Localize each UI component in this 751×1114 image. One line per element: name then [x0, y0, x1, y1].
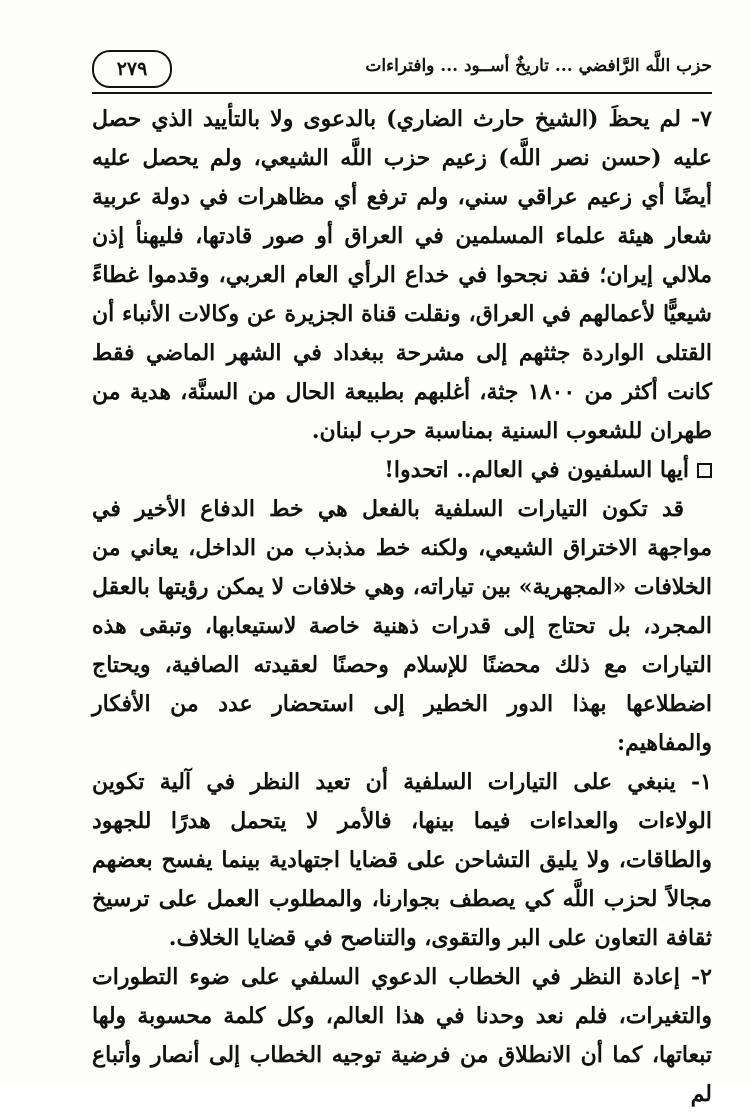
paragraph-point-2: ٢- إعادة النظر في الخطاب الدعوي السلفي على ضوء التطورات والتغيرات، فلم نعد وحدنا في هذا العالم، وكل كلمة محسوبة ولها تبعاتها، كما أن الانطلاق من فرضية توجيه الخطاب إلى أنصار وأتباع لم	[92, 964, 712, 1107]
page-number: ٢٧٩	[92, 50, 172, 88]
page-body	[92, 100, 712, 1114]
section-heading-text: أيها السلفيون في العالم.. اتحدوا!	[384, 457, 689, 483]
running-header	[92, 48, 712, 92]
paragraph-intro: قد تكون التيارات السلفية بالفعل هي خط الدفاع الأخير في مواجهة الاختراق الشيعي، ولكنه خط مذبذب من الداخل، يعاني من الخلافات «المجهرية» بين تياراته، وهي خلافات لا يمكن رؤيتها بالعقل المجرد، بل تحتاج إلى قدرات ذهنية خاصة لاستيعابها، وتبقى هذه التيارات مع ذلك محضنًا للإسلام وحصنًا لعقيدته الصافية، ويحتاج اضطلاعها بهذا الدور الخطير إلى استحضار عدد من الأفكار والمفاهيم:	[92, 496, 712, 756]
paragraph-point-1: ١- ينبغي على التيارات السلفية أن تعيد النظر في آلية تكوين الولاءات والعداءات فيما بينها، فالأمر لا يتحمل هدرًا للجهود والطاقات، ولا يليق التشاحن على قضايا اجتهادية بينما يفسح بعضهم مجالاً لحزب اللَّه كي يصطف بجوارنا، والمطلوب العمل على ترسيخ ثقافة التعاون على البر والتقوى، والتناصح في قضايا الخلاف.	[92, 769, 712, 951]
header-title: حزب اللَّه الرَّافضي ... تاريخٌ أســود ... وافتراءات	[365, 56, 712, 76]
section-heading	[92, 451, 712, 490]
hollow-square-icon	[697, 463, 712, 478]
paragraph-point-7: ٧- لم يحظَ (الشيخ حارث الضاري) بالدعوى ولا بالتأييد الذي حصل عليه (حسن نصر اللَّه) زعيم حزب اللَّه الشيعي، ولم يحصل عليه أيضًا أي زعيم عراقي سني، ولم ترفع أي مظاهرات في دولة عربية شعار هيئة علماء المسلمين في العراق أو صور قادتها، فليهنأ إذن ملالي إيران؛ فقد نجحوا في خداع الرأي العام العربي، وقدموا غطاءً شيعيًّا لأعمالهم في العراق، ونقلت قناة الجزيرة عن وكالات الأنباء أن القتلى الواردة جثثهم إلى مشرحة ببغداد في الشهر الماضي فقط كانت أكثر من ١٨٠٠ جثة، أغلبهم بطبيعة الحال من السنَّة، هدية من طهران للشعوب السنية بمناسبة حرب لبنان.	[92, 106, 712, 444]
header-divider	[92, 92, 712, 94]
